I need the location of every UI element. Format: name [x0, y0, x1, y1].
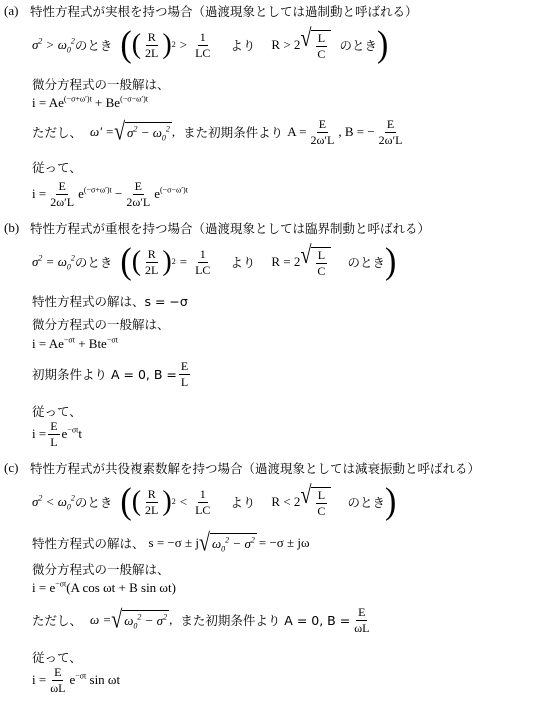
general-a-text: 微分方程式の一般解は、 [32, 77, 170, 92]
therefore-a: 従って、 [32, 160, 82, 175]
root-b: 特性方程式の解は、s = −σ [32, 294, 188, 309]
solution-a: i = $\frac{E}{2\omega'L}$ $e^{(-\sigma+\omega')t}$ − $\frac{E}{2\omega'L}$ $e^{(-\sigma-\omega')t}$ [32, 179, 188, 209]
omega-prime-a: ただし、 ω′ = √ $\sigma^2 - \omega_0^2$ , また初期条件より A = $\frac{E}{2\omega'L}$ , B = − $\frac{E}{2\omega'L}$ [32, 117, 403, 147]
condition-c: $\sigma^2 < \omega_0^2$ のとき ( ( $\frac{R}{2L}$ ) 2 < $\frac{1}{LC}$ より R < 2 √ $\frac{L}{C}$ のとき ) [32, 481, 397, 522]
label-c: (c) [4, 460, 19, 475]
condition-b: $\sigma^2 = \omega_0^2$ のとき ( ( $\frac{R}{2L}$ ) 2 = $\frac{1}{LC}$ より R = 2 √ $\frac{L}{C}$ のとき ) [32, 241, 397, 282]
heading-c [0, 459, 480, 477]
general-a-eq: $i = Ae^{(-\sigma+\omega')t} + Be^{(-\sigma-\omega')t}$ [32, 94, 148, 110]
condition-a: $\sigma^2 > \omega_0^2$ のとき ( ( $\frac{R}{2L}$ ) 2 > $\frac{1}{LC}$ より R > 2 √ $\frac{L}{C}$ のとき ) [32, 24, 389, 65]
root-c: 特性方程式の解は、 s = −σ ± j √ $\omega_0^2 - \sigma^2$ = −σ ± jω [32, 529, 310, 557]
omega-c: ただし、 ω = √ $\omega_0^2 - \sigma^2$ , また初期条件より A = 0, B = $\frac{E}{\omega L}$ [32, 605, 370, 635]
initial-b: 初期条件より A = 0, B = $\frac{E}{L}$ [32, 359, 189, 389]
general-b-text: 微分方程式の一般解は、 [32, 317, 170, 332]
label-a: (a) [4, 3, 19, 18]
heading-a-text: 特性方程式が実根を持つ場合（過渡現象としては過制動と呼ばれる） [30, 4, 418, 19]
therefore-c: 従って、 [32, 650, 82, 665]
solution-c: i = $\frac{E}{\omega L}$ $e^{-\sigma t}$ sin ωt [32, 665, 121, 695]
label-b: (b) [4, 220, 20, 235]
therefore-b: 従って、 [32, 404, 82, 419]
general-b-eq: $i = Ae^{-\sigma t} + Bte^{-\sigma t}$ [32, 335, 118, 351]
solution-b: i = $\frac{E}{L}$ $e^{-\sigma t}t$ [32, 419, 82, 449]
heading-b-text: 特性方程式が重根を持つ場合（過渡現象としては臨界制動と呼ばれる） [30, 221, 431, 236]
general-c-eq: $i = e^{-\sigma t}(A$ cos ωt + B sin ωt) [32, 579, 176, 595]
heading-b [0, 219, 430, 237]
general-c-text: 微分方程式の一般解は、 [32, 562, 170, 577]
heading-a [0, 2, 418, 20]
heading-c-text: 特性方程式が共役複素数解を持つ場合（過渡現象としては減衰振動と呼ばれる） [30, 461, 481, 476]
